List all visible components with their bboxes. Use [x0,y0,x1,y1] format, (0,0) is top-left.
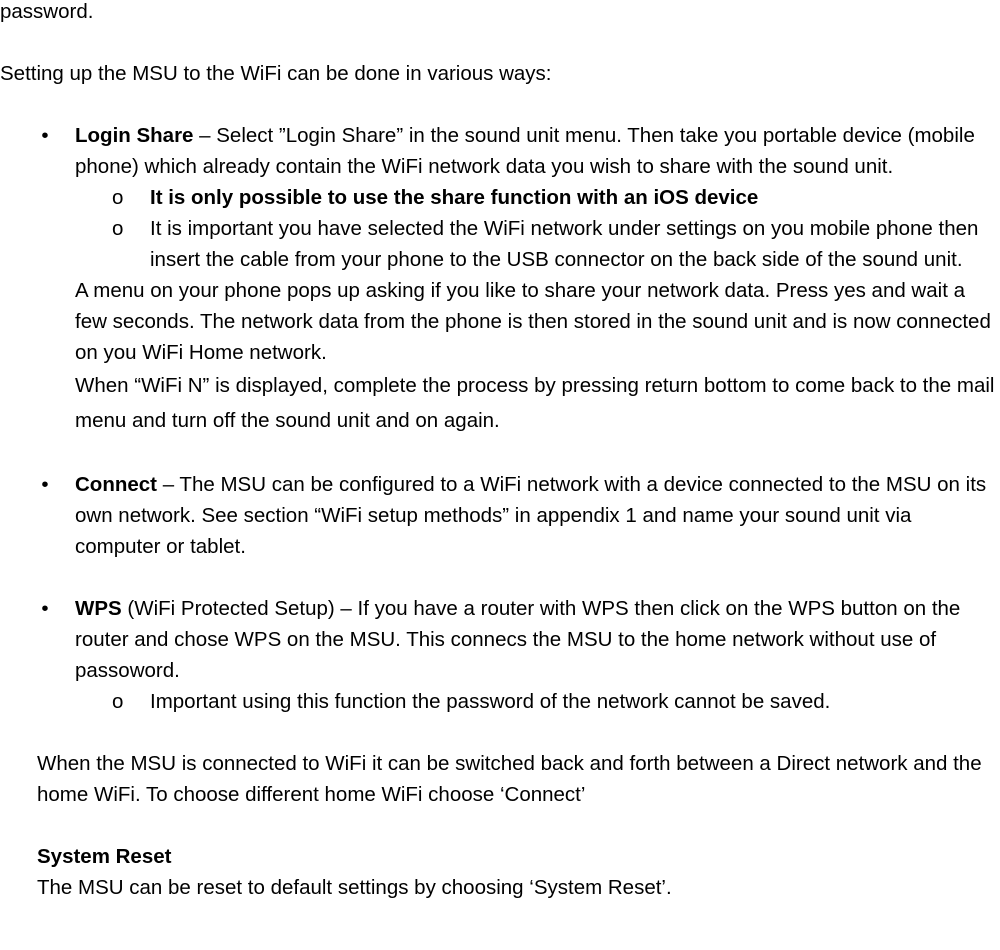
login-share-label: Login Share [75,124,194,147]
bullet-icon: • [41,124,49,147]
system-reset-text: The MSU can be reset to default settings by choosing ‘System Reset’. [37,876,672,899]
connect-label: Connect [75,473,157,496]
sub-bullet-icon: o [112,217,124,240]
spacer [0,89,1000,120]
spacer [0,438,1000,469]
list-item-wps [0,593,1000,686]
wps-warning-note: Important using this function the password of the network cannot be saved. [150,690,831,713]
sub-item-select-network [0,213,1000,275]
sub-item-ios-only [0,182,1000,213]
spacer [0,810,1000,841]
spacer [0,717,1000,748]
spacer [0,27,1000,58]
share-popup-paragraph: A menu on your phone pops up asking if you like to share your network data. Press yes and wait a few seconds. The network data from the phone is then stored in the sound unit and is now connected on you WiFi Home network. [75,279,991,364]
sub-bullet-icon: o [112,186,124,209]
bullet-icon: • [41,597,49,620]
wps-text: (WiFi Protected Setup) – If you have a router with WPS then click on the WPS button on the router and chose WPS on the MSU. This connecs the MSU to the home network without use of passoword. [75,597,961,682]
intro-line-setup: Setting up the MSU to the WiFi can be done in various ways: [0,62,552,85]
connect-text: – The MSU can be configured to a WiFi network with a device connected to the MSU on its own network. See section “WiFi setup methods” in appendix 1 and name your sound unit via computer or tablet. [75,473,987,558]
list-item-login-share [0,120,1000,182]
login-share-text: – Select ”Login Share” in the sound unit menu. Then take you portable device (mobile phone) which already contain the WiFi network data you wish to share with the sound unit. [75,124,975,178]
system-reset-heading-text: System Reset [37,845,172,868]
wifi-n-paragraph: When “WiFi N” is displayed, complete the process by pressing return bottom to come back to the mail menu and turn off the sound unit and on again. [75,374,995,432]
intro-line-password: password. [0,0,94,23]
sub-bullet-icon: o [112,690,124,713]
select-network-note: It is important you have selected the WiFi network under settings on you mobile phone then insert the cable from your phone to the USB connector on the back side of the sound unit. [150,217,979,271]
spacer [0,562,1000,593]
bullet-icon: • [41,473,49,496]
system-reset-heading [0,841,1000,872]
sub-item-wps-warning [0,686,1000,717]
wps-label: WPS [75,597,122,620]
closing-paragraph: When the MSU is connected to WiFi it can be switched back and forth between a Direct network and the home WiFi. To choose different home WiFi choose ‘Connect’ [37,752,982,806]
list-item-connect [0,469,1000,562]
ios-only-note: It is only possible to use the share function with an iOS device [150,186,759,209]
